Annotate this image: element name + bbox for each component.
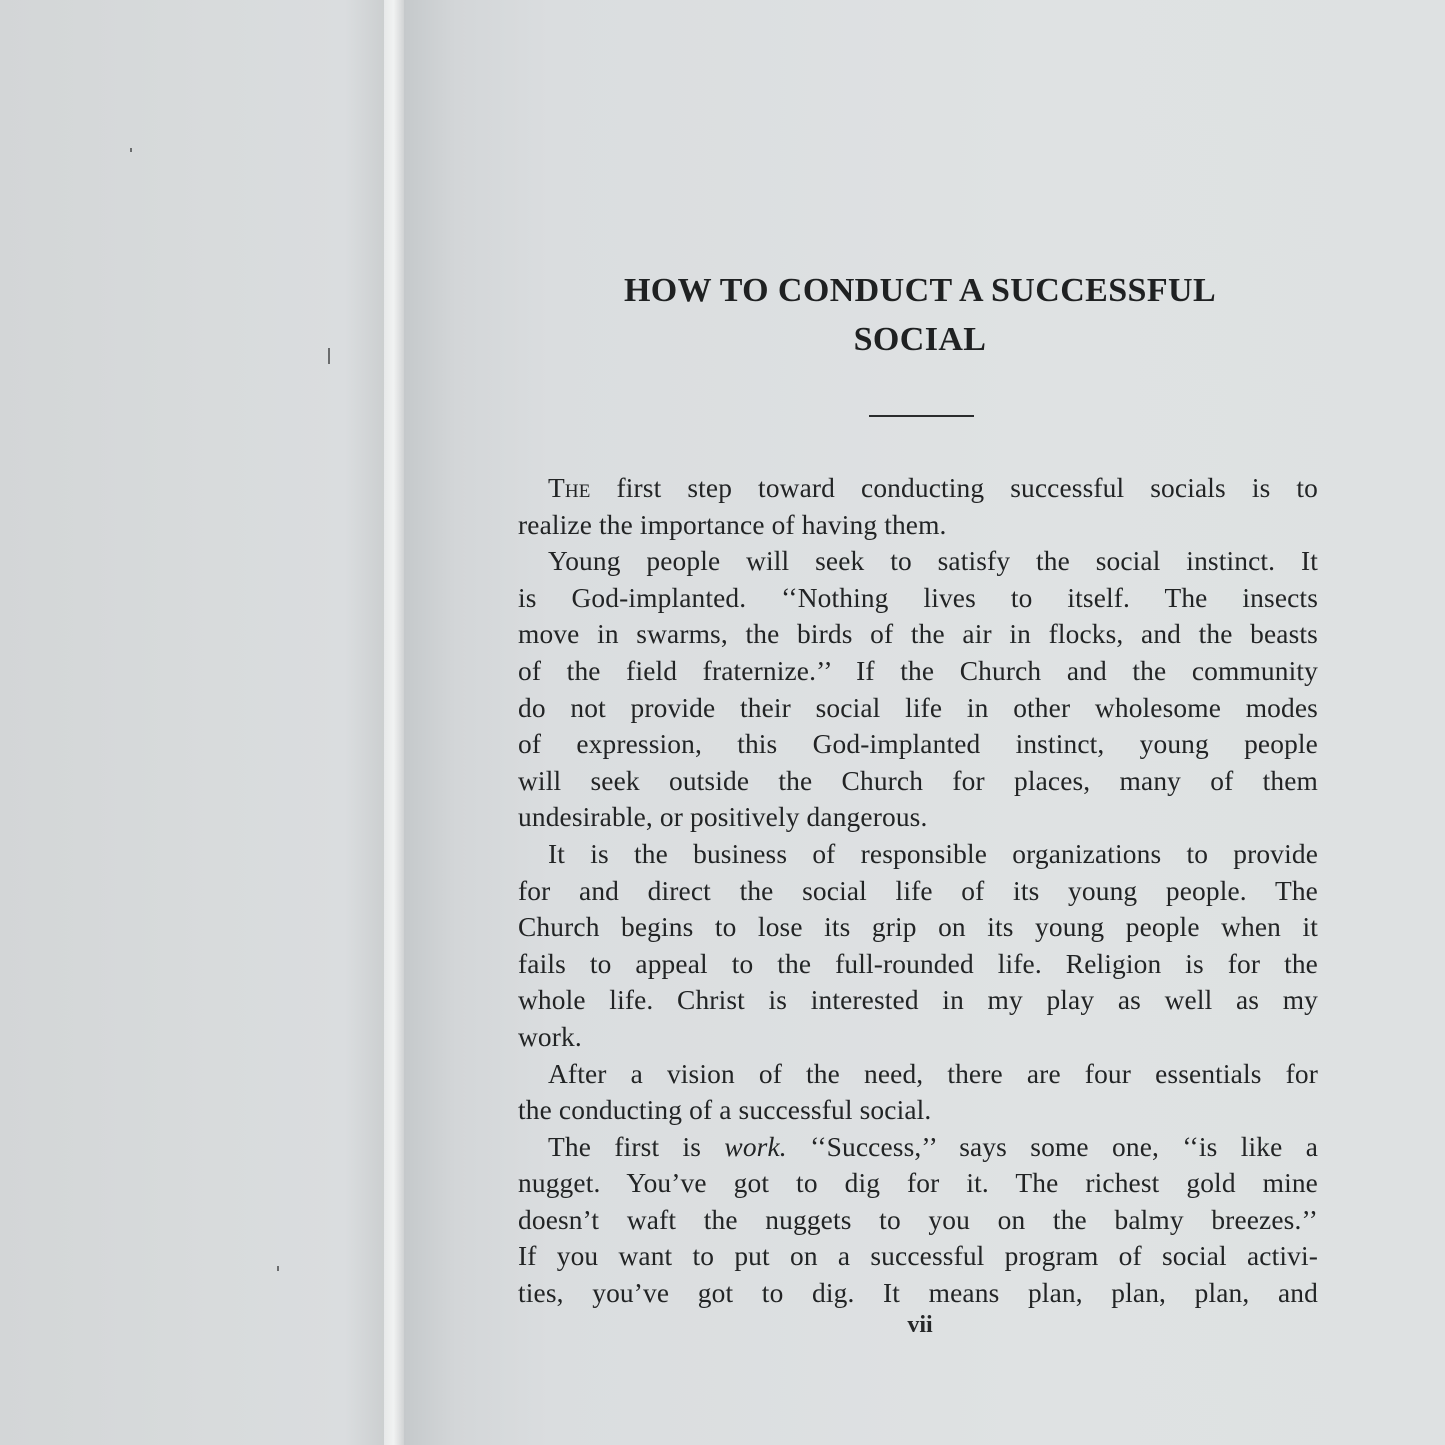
text-line: fails to appeal to the full-rounded life. Religion is for the	[518, 948, 1318, 979]
text-line: for and direct the social life of its young people. The	[518, 875, 1318, 906]
text-line: Church begins to lose its grip on its young people when it	[518, 912, 1318, 943]
text-line: ties, you’ve got to dig. It means plan, plan, plan, and	[518, 1278, 1318, 1309]
text-line: work.	[518, 1021, 582, 1052]
text-line: the conducting of a successful social.	[518, 1095, 932, 1126]
page-number: vii	[907, 1312, 933, 1338]
paper-speck	[277, 1266, 279, 1271]
text-line: move in swarms, the birds of the air in flocks, and the beasts	[518, 619, 1318, 650]
emphasis-word: work.	[724, 1131, 787, 1162]
drop-word: The	[548, 473, 591, 503]
text-line: do not provide their social life in other wholesome modes	[518, 692, 1318, 723]
text-line: undesirable, or positively dangerous.	[518, 802, 928, 833]
text-line: The first is work. ‘‘Success,’’ says some one, ‘‘is like a	[548, 1131, 1318, 1162]
chapter-title	[520, 266, 1320, 364]
paper-speck	[328, 348, 330, 364]
title-divider	[869, 415, 974, 417]
text-line: whole life. Christ is interested in my play as well as my	[518, 985, 1318, 1016]
text-line: nugget. You’ve got to dig for it. The richest gold mine	[518, 1168, 1318, 1199]
text-line: If you want to put on a successful program of social activi-	[518, 1241, 1318, 1272]
body-text	[518, 470, 1318, 1312]
text-line: realize the importance of having them.	[518, 509, 947, 540]
chapter-title-line: SOCIAL	[853, 321, 987, 358]
text-line: After a vision of the need, there are four essentials for	[548, 1058, 1318, 1089]
text-line: It is the business of responsible organizations to provide	[548, 838, 1318, 869]
text-line: The first step toward conducting successful socials is to	[548, 473, 1318, 503]
text-line: of expression, this God-implanted instinct, young people	[518, 729, 1318, 760]
text-line: doesn’t waft the nuggets to you on the balmy breezes.’’	[518, 1204, 1318, 1235]
chapter-title-line: HOW TO CONDUCT A SUCCESSFUL	[623, 272, 1217, 309]
text-line: will seek outside the Church for places, many of them	[518, 765, 1318, 796]
text-line: of the field fraternize.’’ If the Church and the community	[518, 655, 1318, 686]
left-page	[0, 0, 392, 1445]
paper-speck	[130, 148, 132, 152]
text-line: is God-implanted. ‘‘Nothing lives to itself. The insects	[518, 582, 1318, 613]
text-line: Young people will seek to satisfy the social instinct. It	[548, 546, 1318, 577]
